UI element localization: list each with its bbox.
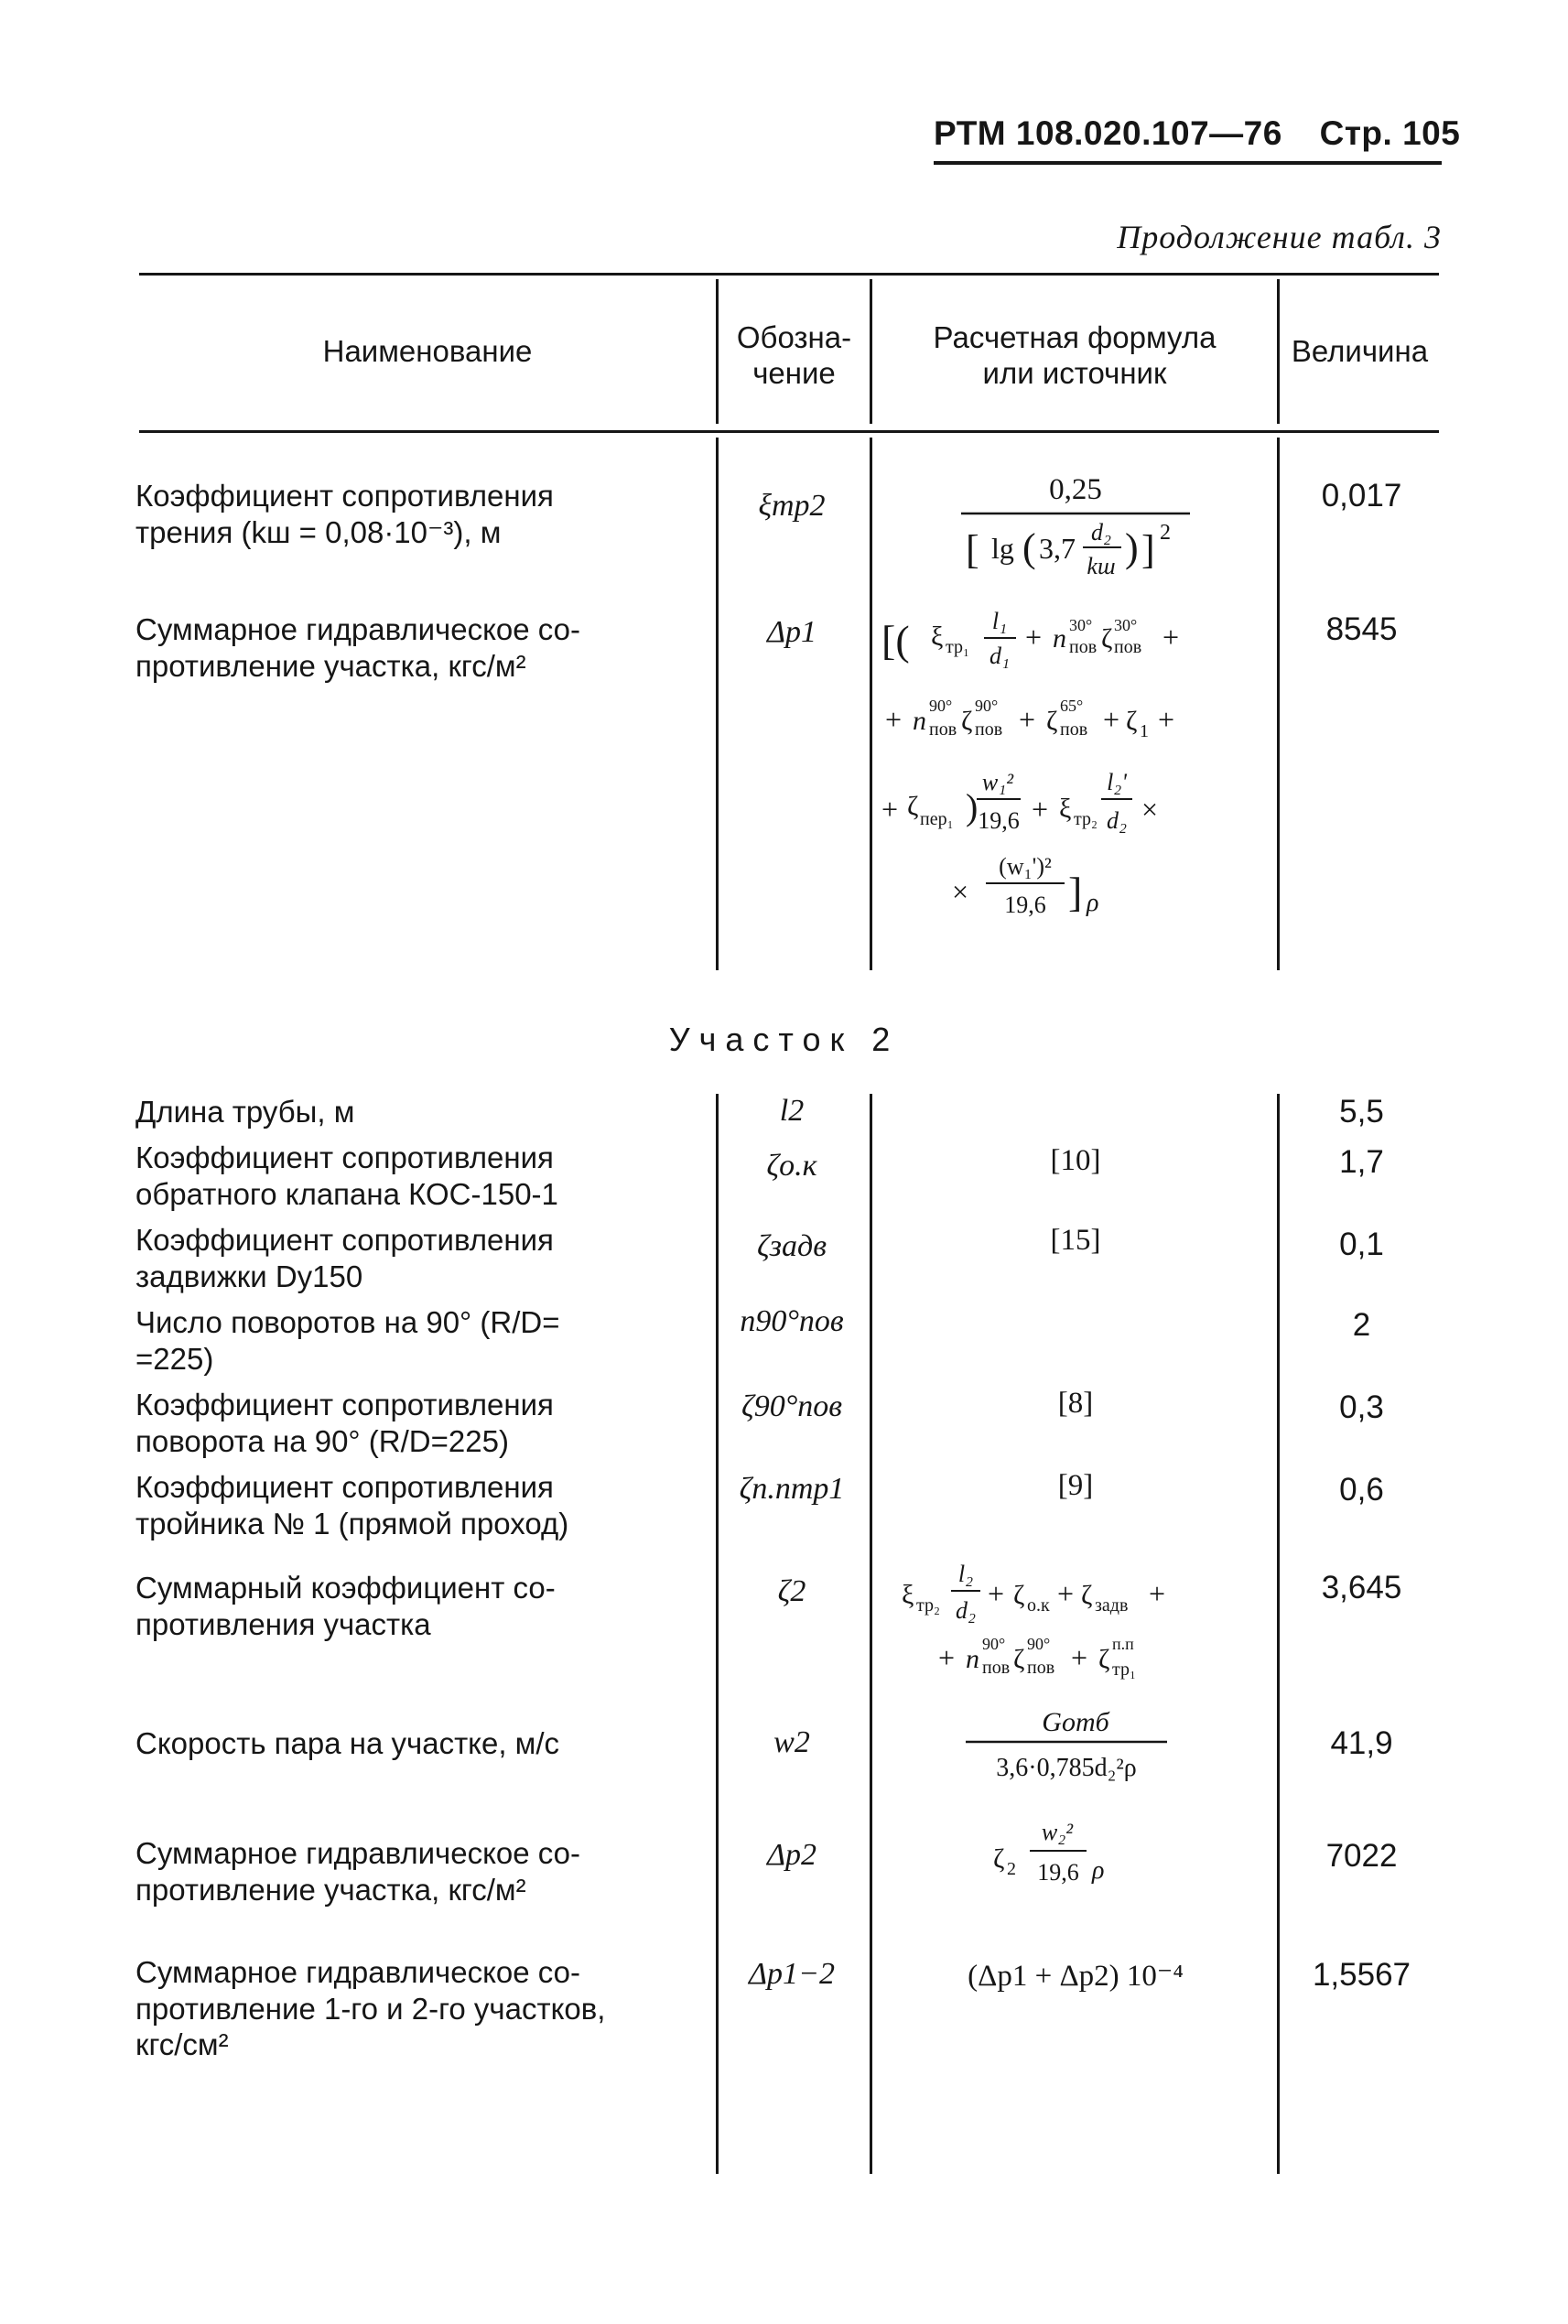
- svg-text:пов: пов: [1060, 719, 1088, 740]
- svg-text:+: +: [1057, 1577, 1075, 1610]
- row-symbol: ζ90°пов: [741, 1389, 843, 1423]
- svg-text:ζ: ζ: [1101, 623, 1113, 654]
- row-value: 0,017: [1321, 478, 1402, 513]
- svg-text:n: n: [913, 706, 926, 736]
- svg-text:ξ: ξ: [931, 622, 944, 652]
- svg-text:w₁²: w₁²: [981, 769, 1014, 795]
- svg-text:пов: пов: [1027, 1658, 1055, 1678]
- svg-text:+: +: [988, 1577, 1005, 1610]
- svg-text:+: +: [1032, 793, 1049, 826]
- row-name: Скорость пара на участке, м/с: [135, 1726, 560, 1760]
- svg-text:+: +: [1103, 703, 1120, 736]
- row-symbol: ζо.к: [766, 1149, 817, 1183]
- svg-text:2: 2: [1007, 1859, 1016, 1879]
- svg-text:ζ: ζ: [1013, 1580, 1025, 1610]
- row-name: Коэффициент сопротивления трения (kш = 0,08·10⁻³), м: [135, 479, 554, 549]
- svg-text:90°: 90°: [929, 697, 953, 715]
- svg-text:19,6: 19,6: [1004, 892, 1046, 918]
- svg-text:90°: 90°: [1027, 1635, 1051, 1653]
- svg-text:ζ: ζ: [1098, 1644, 1110, 1674]
- row-value: 41,9: [1330, 1725, 1393, 1761]
- row-value: 5,5: [1339, 1094, 1384, 1130]
- svg-text:90°: 90°: [982, 1635, 1006, 1653]
- formula-total-coefficient: [874, 1547, 1277, 1684]
- row-name: Коэффициент сопротивления тройника № 1 (прямой проход): [135, 1470, 569, 1540]
- svg-text:1: 1: [1140, 721, 1149, 741]
- svg-text:[(: [(: [881, 617, 910, 664]
- svg-text:(: (: [1022, 525, 1036, 570]
- row-formula: [15]: [1050, 1224, 1101, 1257]
- svg-text:(w₁')²: (w₁')²: [999, 853, 1052, 880]
- svg-text:тр₁: тр₁: [946, 637, 969, 657]
- svg-text:3,6·0,785d₂²ρ: 3,6·0,785d₂²ρ: [996, 1754, 1137, 1782]
- svg-text:65°: 65°: [1060, 697, 1084, 715]
- column-divider: [1277, 438, 1280, 970]
- row-name: Суммарное гидравлическое со- противление участка, кгс/м²: [135, 612, 580, 683]
- svg-text:п.п: п.п: [1112, 1635, 1134, 1653]
- row-value: 3,645: [1321, 1570, 1402, 1605]
- formula-friction: [874, 462, 1277, 590]
- row-symbol: w2: [773, 1725, 810, 1759]
- svg-text:+: +: [1019, 703, 1036, 736]
- svg-text:тр₁: тр₁: [1112, 1659, 1136, 1680]
- row-symbol: ζ2: [777, 1574, 806, 1608]
- svg-text:ζ: ζ: [961, 706, 973, 736]
- row-value: 1,7: [1339, 1144, 1384, 1180]
- column-head-symbol: Обозна- чение: [736, 320, 852, 390]
- svg-text:задв: задв: [1095, 1595, 1129, 1616]
- row-symbol: Δp2: [767, 1838, 816, 1872]
- svg-text:о.к: о.к: [1027, 1595, 1050, 1616]
- svg-text:): ): [1125, 525, 1139, 570]
- column-divider: [1277, 1094, 1280, 2174]
- svg-text:пов: пов: [929, 719, 957, 740]
- row-name: Коэффициент сопротивления поворота на 90° (R/D=225): [135, 1388, 554, 1458]
- svg-text:n: n: [966, 1644, 979, 1674]
- svg-text:30°: 30°: [1069, 616, 1093, 634]
- svg-text:пов: пов: [975, 719, 1003, 740]
- row-name: Суммарное гидравлическое со- противление участка, кгс/м²: [135, 1836, 580, 1907]
- svg-text:+: +: [1149, 1577, 1166, 1610]
- svg-text:ξ: ξ: [1059, 794, 1072, 824]
- svg-text:ξ: ξ: [902, 1580, 914, 1610]
- row-symbol: l2: [779, 1094, 805, 1128]
- column-divider: [870, 1094, 872, 2174]
- svg-text:[: [: [966, 527, 979, 572]
- svg-text:n: n: [1053, 623, 1066, 654]
- row-formula: [8]: [1057, 1387, 1094, 1420]
- svg-text:пер₁: пер₁: [920, 809, 954, 829]
- svg-text:lg: lg: [991, 532, 1014, 565]
- svg-text:0,25: 0,25: [1049, 473, 1102, 506]
- row-symbol: Δp1−2: [749, 1957, 835, 1991]
- svg-text:пов: пов: [1114, 637, 1142, 657]
- row-formula: [9]: [1057, 1469, 1094, 1502]
- table-head-rule: [139, 430, 1439, 433]
- svg-text:+: +: [1071, 1641, 1088, 1674]
- row-name: Суммарный коэффициент со- противления участка: [135, 1571, 556, 1641]
- svg-text:тр₂: тр₂: [916, 1595, 940, 1616]
- svg-text:): ): [966, 786, 979, 827]
- table-continuation-label: Продолжение табл. 3: [1117, 219, 1442, 255]
- svg-text:d₁: d₁: [989, 643, 1011, 669]
- svg-text:пов: пов: [982, 1658, 1011, 1678]
- svg-text:пов: пов: [1069, 637, 1098, 657]
- svg-text:ρ: ρ: [1087, 889, 1099, 917]
- svg-text:×: ×: [952, 875, 969, 908]
- svg-text:+: +: [938, 1641, 956, 1674]
- svg-text:+: +: [1158, 703, 1175, 736]
- svg-text:ζ: ζ: [1081, 1580, 1093, 1610]
- row-name: Коэффициент сопротивления задвижки Dу150: [135, 1223, 554, 1293]
- row-symbol: Δp1: [767, 615, 816, 649]
- svg-text:kш: kш: [1087, 553, 1116, 579]
- row-name: Число поворотов на 90° (R/D= =225): [135, 1305, 560, 1376]
- row-value: 1,5567: [1312, 1957, 1411, 1993]
- row-value: 0,1: [1339, 1227, 1384, 1262]
- svg-text:w₂²: w₂²: [1041, 1819, 1074, 1845]
- row-formula: (Δp1 + Δp2) 10⁻⁴: [968, 1960, 1184, 1993]
- svg-text:×: ×: [1141, 793, 1159, 826]
- svg-text:+: +: [1162, 621, 1180, 654]
- row-value: 8545: [1325, 611, 1398, 647]
- row-symbol: ζзадв: [757, 1229, 827, 1263]
- row-symbol: ζп.птр1: [739, 1472, 845, 1506]
- svg-text:2: 2: [1160, 521, 1171, 545]
- row-value: 7022: [1325, 1838, 1398, 1874]
- page-number: Стр. 105: [1319, 114, 1461, 152]
- svg-text:ρ: ρ: [1092, 1856, 1105, 1885]
- row-formula: [10]: [1050, 1144, 1101, 1177]
- svg-text:ζ: ζ: [1046, 706, 1058, 736]
- row-name: Суммарное гидравлическое со- противление 1-го и 2-го участков, кгс/см²: [135, 1955, 606, 2062]
- svg-text:l₂: l₂: [957, 1561, 974, 1587]
- svg-text:+: +: [881, 793, 899, 826]
- formula-steam-velocity: [874, 1698, 1277, 1789]
- column-head-formula: Расчетная формула или источник: [933, 320, 1217, 390]
- formula-section2-total: [874, 1803, 1277, 1904]
- svg-text:l₂': l₂': [1107, 769, 1127, 795]
- row-value: 0,3: [1339, 1389, 1384, 1425]
- row-name: Длина трубы, м: [135, 1095, 355, 1129]
- section-title: Участок 2: [668, 1021, 900, 1058]
- column-head-value: Величина: [1291, 334, 1429, 368]
- svg-text:]: ]: [1141, 527, 1155, 572]
- page-header: [934, 114, 1460, 153]
- document-code: РТМ 108.020.107—76: [934, 114, 1282, 152]
- svg-text:ζ: ζ: [1126, 706, 1138, 736]
- svg-text:Gотб: Gотб: [1042, 1707, 1109, 1737]
- svg-text:d₂: d₂: [955, 1597, 977, 1624]
- svg-text:19,6: 19,6: [1037, 1859, 1079, 1886]
- formula-section1-total: [874, 590, 1277, 943]
- svg-text:d₂: d₂: [1090, 519, 1112, 546]
- svg-text:тр₂: тр₂: [1074, 809, 1098, 829]
- svg-text:]: ]: [1068, 869, 1083, 915]
- svg-text:30°: 30°: [1114, 616, 1138, 634]
- svg-text:3,7: 3,7: [1039, 532, 1076, 565]
- svg-text:d₂: d₂: [1106, 807, 1128, 834]
- table-top-rule: [139, 273, 1439, 276]
- svg-text:l₁: l₁: [991, 608, 1008, 634]
- svg-text:+: +: [885, 703, 903, 736]
- row-name: Коэффициент сопротивления обратного клапана КОС-150-1: [135, 1140, 558, 1211]
- svg-text:ζ: ζ: [907, 791, 919, 821]
- row-symbol: n90°пов: [740, 1304, 844, 1338]
- row-symbol: ξтр2: [758, 489, 826, 523]
- svg-text:90°: 90°: [975, 697, 999, 715]
- svg-text:ζ: ζ: [1013, 1644, 1025, 1674]
- svg-text:+: +: [1025, 621, 1043, 654]
- column-divider: [870, 438, 872, 970]
- svg-text:ζ: ζ: [993, 1843, 1005, 1874]
- row-value: 2: [1352, 1307, 1371, 1343]
- svg-text:19,6: 19,6: [978, 807, 1020, 834]
- row-value: 0,6: [1339, 1472, 1384, 1508]
- header-rule: [934, 161, 1442, 165]
- column-head-name: Наименование: [322, 334, 533, 368]
